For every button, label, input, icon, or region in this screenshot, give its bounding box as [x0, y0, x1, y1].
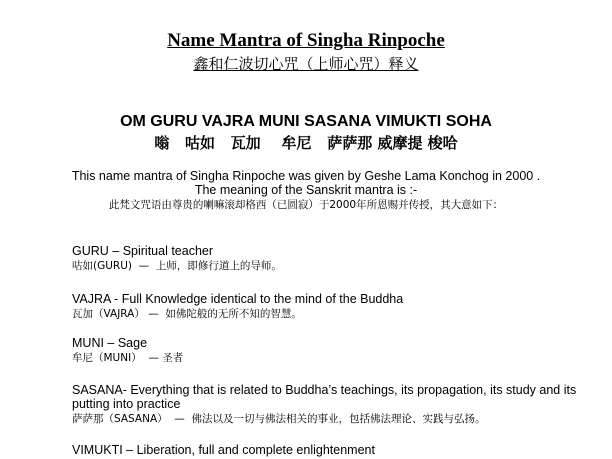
term-chinese: 咕如(GURU) — 上师，即修行道上的导师。 — [72, 260, 282, 272]
document-title-chinese: 鑫和仁波切心咒（上师心咒）释义 — [193, 55, 419, 73]
term-muni — [72, 336, 582, 366]
term-english: VAJRA - Full Knowledge identical to the mind of the Buddha — [72, 292, 404, 306]
mantra-chinese: 嗡 咕如 瓦加 牟尼 萨萨那 威摩提 梭哈 — [154, 134, 458, 152]
term-english: MUNI – Sage — [72, 336, 148, 350]
term-chinese: 瓦加（VAJRA） — 如佛陀般的无所不知的智慧。 — [72, 308, 302, 320]
term-vimukti — [72, 443, 582, 457]
intro-paragraph — [0, 169, 612, 213]
intro-line-2: The meaning of the Sanskrit mantra is :- — [194, 183, 418, 197]
mantra-english: OM GURU VAJRA MUNI SASANA VIMUKTI SOHA — [120, 113, 492, 130]
term-guru — [72, 244, 582, 274]
intro-line-1: This name mantra of Singha Rinpoche was given by Geshe Lama Konchog in 2000 . — [71, 169, 541, 183]
term-chinese: 萨萨那（SASANA） — 佛法以及一切与佛法相关的事业，包括佛法理论、实践与弘扬。 — [72, 413, 486, 425]
document-title: Name Mantra of Singha Rinpoche — [167, 30, 445, 51]
term-chinese: 牟尼（MUNI） — 圣者 — [72, 352, 184, 364]
intro-chinese: 此梵文咒语由尊贵的喇嘛滚却格西（已圆寂）于2000年所恩赐并传授，其大意如下： — [108, 199, 504, 211]
term-vajra — [72, 292, 582, 322]
term-english: GURU – Spiritual teacher — [72, 244, 214, 258]
term-english: VIMUKTI – Liberation, full and complete enlightenment — [72, 443, 375, 457]
term-sasana — [72, 383, 582, 427]
term-english: SASANA- Everything that is related to Buddha’s teachings, its propagation, its study and its putting into practice — [72, 383, 577, 411]
